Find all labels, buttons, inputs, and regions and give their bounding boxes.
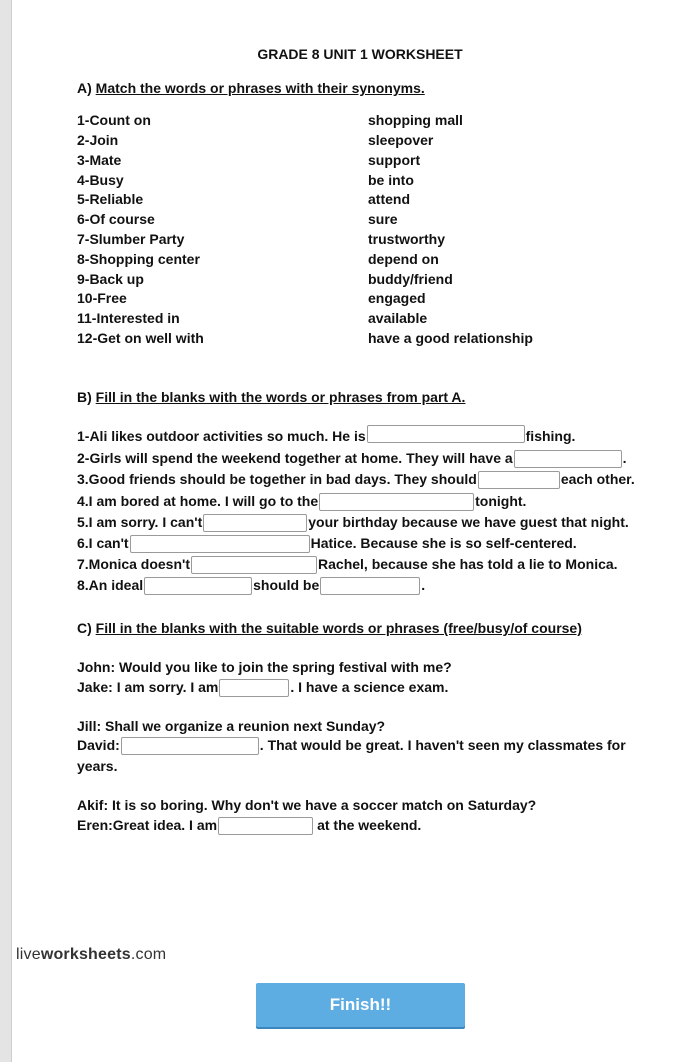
sentence-5: 5.I am sorry. I can't your birthday because we have guest that night. xyxy=(77,514,629,532)
match-synonym[interactable]: attend xyxy=(368,191,410,207)
dialogue-3-question: Akif: It is so boring. Why don't we have a soccer match on Saturday? xyxy=(77,797,537,813)
sentence-1: 1-Ali likes outdoor activities so much. He is fishing. xyxy=(77,428,575,445)
answer-input[interactable] xyxy=(130,535,310,553)
answer-input[interactable] xyxy=(319,493,474,511)
dialogue-2-answer: David: . That would be great. I haven't seen my classmates for xyxy=(77,737,626,755)
left-edge-strip xyxy=(0,0,12,1062)
match-synonym[interactable]: sure xyxy=(368,211,398,227)
dialogue-2-continuation: years. xyxy=(77,758,118,774)
liveworksheets-logo[interactable]: liveworksheets.com xyxy=(16,946,167,963)
match-synonym[interactable]: be into xyxy=(368,172,414,188)
match-term: 2-Join xyxy=(77,132,119,148)
match-term: 5-Reliable xyxy=(77,191,144,207)
dialogue-1-answer: Jake: I am sorry. I am . I have a science exam. xyxy=(77,679,448,697)
section-a-instruction: Match the words or phrases with their synonyms. xyxy=(95,80,425,96)
match-synonym[interactable]: support xyxy=(368,152,421,168)
match-synonym[interactable]: have a good relationship xyxy=(368,330,533,346)
match-synonym[interactable]: engaged xyxy=(368,290,426,306)
match-term: 8-Shopping center xyxy=(77,251,200,267)
finish-button[interactable]: Finish!! xyxy=(256,983,465,1027)
match-synonym[interactable]: available xyxy=(368,310,428,326)
match-synonym[interactable]: depend on xyxy=(368,251,439,267)
answer-input[interactable] xyxy=(144,577,252,595)
answer-input[interactable] xyxy=(219,679,289,697)
match-term: 12-Get on well with xyxy=(77,330,204,346)
sentence-4: 4.I am bored at home. I will go to the tonight. xyxy=(77,493,526,511)
answer-input[interactable] xyxy=(478,471,560,489)
section-b-instruction: Fill in the blanks with the words or phrases from part A. xyxy=(95,389,466,405)
match-synonym[interactable]: shopping mall xyxy=(368,112,463,128)
section-b-heading: B) Fill in the blanks with the words or phrases from part A. xyxy=(77,389,466,405)
answer-input[interactable] xyxy=(514,450,622,468)
match-term: 10-Free xyxy=(77,290,127,306)
match-term: 7-Slumber Party xyxy=(77,231,185,247)
match-term: 3-Mate xyxy=(77,152,122,168)
answer-input[interactable] xyxy=(203,514,307,532)
match-term: 9-Back up xyxy=(77,271,144,287)
sentence-3: 3.Good friends should be together in bad days. They should each other. xyxy=(77,471,635,489)
section-c-instruction: Fill in the blanks with the suitable words or phrases (free/busy/of course) xyxy=(95,620,582,636)
match-synonym[interactable]: buddy/friend xyxy=(368,271,453,287)
sentence-2: 2-Girls will spend the weekend together at home. They will have a . xyxy=(77,450,627,468)
dialogue-1-question: John: Would you like to join the spring festival with me? xyxy=(77,659,452,675)
worksheet-title: GRADE 8 UNIT 1 WORKSHEET xyxy=(257,46,463,62)
match-term: 6-Of course xyxy=(77,211,155,227)
match-term: 11-Interested in xyxy=(77,310,180,326)
answer-input[interactable] xyxy=(218,817,313,835)
answer-input[interactable] xyxy=(320,577,420,595)
match-term: 1-Count on xyxy=(77,112,151,128)
dialogue-2-question: Jill: Shall we organize a reunion next Sunday? xyxy=(77,718,386,734)
match-synonym[interactable]: sleepover xyxy=(368,132,434,148)
match-term: 4-Busy xyxy=(77,172,124,188)
dialogue-3-answer: Eren:Great idea. I am at the weekend. xyxy=(77,817,421,835)
sentence-7: 7.Monica doesn't Rachel, because she has told a lie to Monica. xyxy=(77,556,618,574)
answer-input[interactable] xyxy=(191,556,317,574)
section-c-heading: C) Fill in the blanks with the suitable words or phrases (free/busy/of course) xyxy=(77,620,582,636)
answer-input[interactable] xyxy=(121,737,259,755)
section-a-heading: A) Match the words or phrases with their synonyms. xyxy=(77,80,425,96)
sentence-8: 8.An ideal should be . xyxy=(77,577,425,595)
match-synonym[interactable]: trustworthy xyxy=(368,231,445,247)
answer-input[interactable] xyxy=(367,425,525,443)
sentence-6: 6.I can't Hatice. Because she is so self-centered. xyxy=(77,535,577,553)
